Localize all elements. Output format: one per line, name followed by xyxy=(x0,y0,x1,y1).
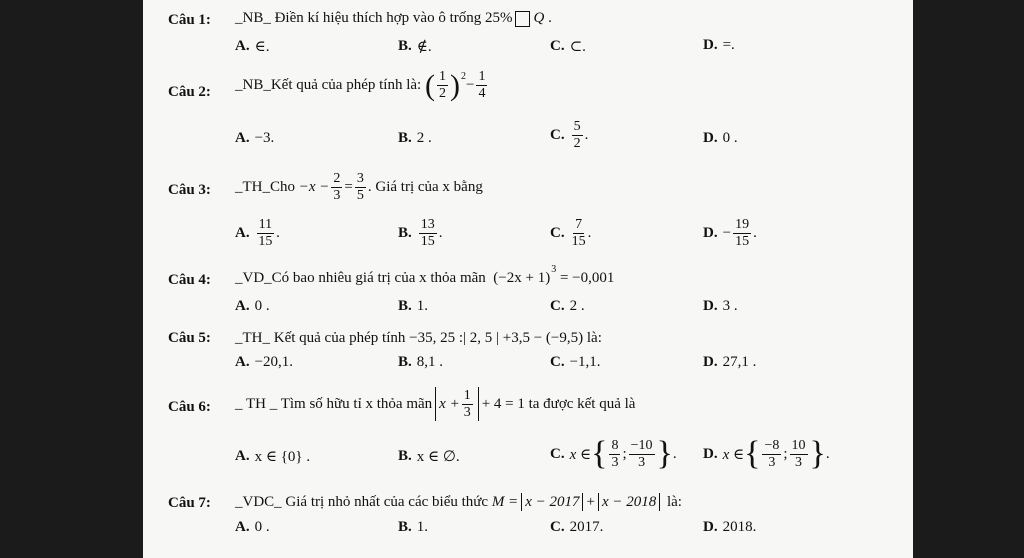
option-b[interactable]: B. ∉. xyxy=(398,38,432,55)
blank-box-icon xyxy=(515,11,530,27)
question-label: Câu 2: xyxy=(168,84,211,100)
question-text: _ TH _ Tìm số hữu tỉ x thỏa mãn xyxy=(235,395,433,412)
option-a[interactable]: A. −20,1. xyxy=(235,354,294,370)
option-b[interactable]: B. 1. xyxy=(398,519,429,535)
document-page: Câu 1: _NB_ Điền kí hiệu thích hợp vào ô trống 25% Q . A. ∈. B. ∉. C. ⊂. D. =. Câu 2: _NB_Kết quả của phép tính là: ( $\frac{1}{2}$ ) 2 − $\frac{1}{4}$ A. −3. B. 2 . C. $\frac{5}{2}$ . D. 0 . Câu 3: _TH_Cho −x − $\frac{2}{3}$ = $\frac{3}{5}$ . Giá trị của x bằng A. $\frac{11}{15}$ . B. $\frac{13}{15}$ . C. $\frac{7}{15}$ . D. − $\frac{19}{15}$ . Câu 4: _VD_Có bao nhiêu giá trị của x thỏa mãn (−2x + 1) 3 = −0,001 A. 0 . B. 1. C. 2 . D. 3 . Câu 5: _TH_ Kết quả của phép tính −35, 25 :| 2, 5 | +3,5 − (−9,5) là: A. −20,1. B. 8,1 . C. −1,1. D. 27,1 . Câu 6: _ TH _ Tìm số hữu tỉ x thỏa mãn x + $\frac{1}{3}$ + 4 = 1 ta được kết quả là A. x ∈ {0} . B. x ∈ ∅. C. x ∈ { $\frac{8}{3}$ ; $\frac{-10}{3}$ } . D. x ∈ { $\frac{-8}{3}$ ; $\frac{10}{3}$ } . Câu 7: _VDC_ Giá trị nhỏ nhất của các biểu thức M = x − 2017 + x − 2018 là: A. 0 . B. 1. C. 2017. D. 2018. xyxy=(143,0,913,558)
question-label: Câu 7: xyxy=(168,495,211,511)
option-c[interactable]: C. 2 . xyxy=(550,298,585,314)
option-d[interactable]: D. 2018. xyxy=(703,519,757,535)
option-a[interactable]: A. ∈. xyxy=(235,38,270,55)
question-text: _NB_Kết quả của phép tính là: xyxy=(235,77,422,93)
question-label: Câu 4: xyxy=(168,272,211,288)
question-label: Câu 1: xyxy=(168,12,211,28)
option-c[interactable]: C. x ∈ { $\frac{8}{3}$ ; $\frac{-10}{3}$ } . xyxy=(550,435,677,472)
option-b[interactable]: B. $\frac{13}{15}$ . xyxy=(398,217,443,249)
option-b[interactable]: B. 8,1 . xyxy=(398,354,444,370)
question-text: _NB_ Điền kí hiệu thích hợp vào ô trống 25% xyxy=(235,10,513,26)
option-a[interactable]: A. 0 . xyxy=(235,519,270,535)
option-c[interactable]: C. −1,1. xyxy=(550,354,601,370)
option-d[interactable]: D. − $\frac{19}{15}$ . xyxy=(703,217,757,249)
option-d[interactable]: D. 3 . xyxy=(703,298,738,314)
option-d[interactable]: D. =. xyxy=(703,37,735,53)
option-d[interactable]: D. x ∈ { $\frac{-8}{3}$ ; $\frac{10}{3}$ } . xyxy=(703,435,830,472)
option-a[interactable]: A. −3. xyxy=(235,130,275,146)
option-c[interactable]: C. $\frac{7}{15}$ . xyxy=(550,217,592,249)
option-c[interactable]: C. ⊂. xyxy=(550,38,586,55)
question-text: _VDC_ Giá trị nhỏ nhất của các biểu thức xyxy=(235,493,489,510)
fraction: $\frac{1}{4}$ xyxy=(478,69,486,101)
option-b[interactable]: B. x ∈ ∅. xyxy=(398,448,460,465)
fraction: $\frac{1}{2}$ xyxy=(438,69,446,101)
question-suffix: là: xyxy=(666,493,682,510)
question-suffix: ta được kết quả là xyxy=(528,395,636,412)
option-d[interactable]: D. 0 . xyxy=(703,130,738,146)
option-d[interactable]: D. 27,1 . xyxy=(703,354,757,370)
set-symbol: Q xyxy=(533,10,545,26)
option-a[interactable]: A. x ∈ {0} . xyxy=(235,448,311,465)
question-label: Câu 5: xyxy=(168,330,211,346)
option-a[interactable]: A. $\frac{11}{15}$ . xyxy=(235,217,280,249)
question-label: Câu 3: xyxy=(168,182,211,198)
question-suffix: . Giá trị của x bằng xyxy=(367,179,483,195)
option-c[interactable]: C. $\frac{5}{2}$ . xyxy=(550,119,589,151)
question-text: _VD_Có bao nhiêu giá trị của x thỏa mãn xyxy=(235,270,486,286)
option-a[interactable]: A. 0 . xyxy=(235,298,270,314)
option-c[interactable]: C. 2017. xyxy=(550,519,604,535)
question-text: _TH_Cho xyxy=(235,179,295,195)
option-b[interactable]: B. 1. xyxy=(398,298,429,314)
question-label: Câu 6: xyxy=(168,399,211,415)
option-b[interactable]: B. 2 . xyxy=(398,130,432,146)
question-text: _TH_ Kết quả của phép tính −35, 25 :| 2, 5 | +3,5 − (−9,5) là: xyxy=(235,330,602,346)
